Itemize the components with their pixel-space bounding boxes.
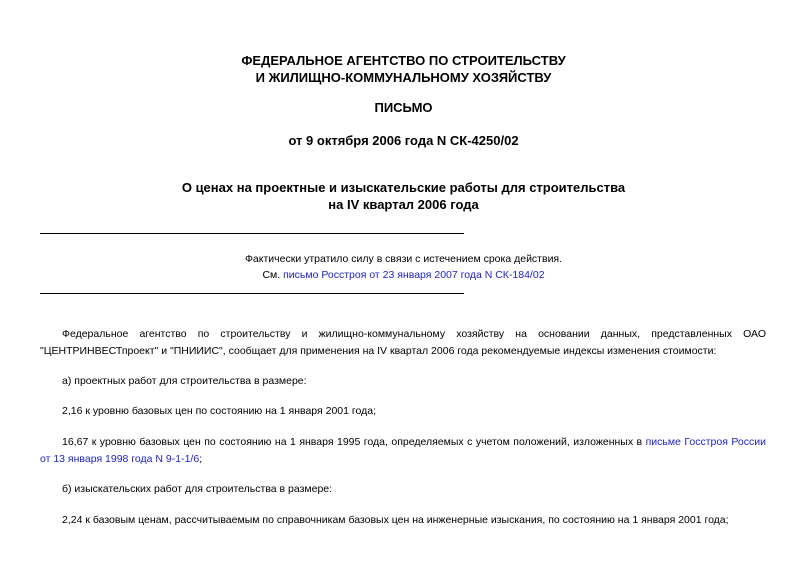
agency-line-1: ФЕДЕРАЛЬНОЕ АГЕНТСТВО ПО СТРОИТЕЛЬСТВУ <box>241 53 566 68</box>
agency-line-2: И ЖИЛИЩНО-КОММУНАЛЬНОМУ ХОЗЯЙСТВУ <box>255 70 552 85</box>
body-paragraph-survey-index: 2,24 к базовым ценам, рассчитываемым по справочникам базовых цен на инженерные изыскания, по состоянию на 1 января 2001 года; <box>62 514 729 526</box>
body-paragraph-index-1995 <box>40 434 766 468</box>
agency-name <box>0 52 807 86</box>
index-1995-end: ; <box>199 453 203 465</box>
gosstroy-letter-link[interactable]: письме Госстроя России от 13 января 1998 года N 9-1-1/6 <box>40 436 767 465</box>
see-prefix: См. <box>262 269 281 281</box>
title-line-1: О ценах на проектные и изыскательские работы для строительства <box>181 180 626 195</box>
body-paragraph-intro: Федеральное агентство по строительству и жилищно-коммунальному хозяйству на основании данных, представленных ОАО "ЦЕНТРИНВЕСТпроект" и "ПНИИИС", сообщает для применения на IV квартал 2006 года рекомендуемые индексы изменения стоимости: <box>40 328 766 357</box>
body-paragraph-index-2001: 2,16 к уровню базовых цен по состоянию на 1 января 2001 года; <box>62 405 376 417</box>
rosstroy-letter-link[interactable]: письмо Росстроя от 23 января 2007 года N СК-184/02 <box>283 269 545 281</box>
title-line-2: на IV квартал 2006 года <box>328 197 479 212</box>
status-note-line: Фактически утратило силу в связи с истечением срока действия. <box>244 253 563 265</box>
status-note-see <box>0 268 807 282</box>
top-divider <box>40 233 464 234</box>
body-paragraph-design-works: а) проектных работ для строительства в размере: <box>62 375 307 387</box>
bottom-divider <box>40 293 464 294</box>
body-paragraph-survey-works: б) изыскательских работ для строительства в размере: <box>62 483 333 495</box>
document-title <box>0 179 807 213</box>
document-date-number: от 9 октября 2006 года N СК-4250/02 <box>288 133 519 148</box>
document-type: ПИСЬМО <box>374 100 433 115</box>
index-1995-text: 16,67 к уровню базовых цен по состоянию на 1 января 1995 года, определяемых с учетом положений, изложенных в <box>62 436 643 448</box>
